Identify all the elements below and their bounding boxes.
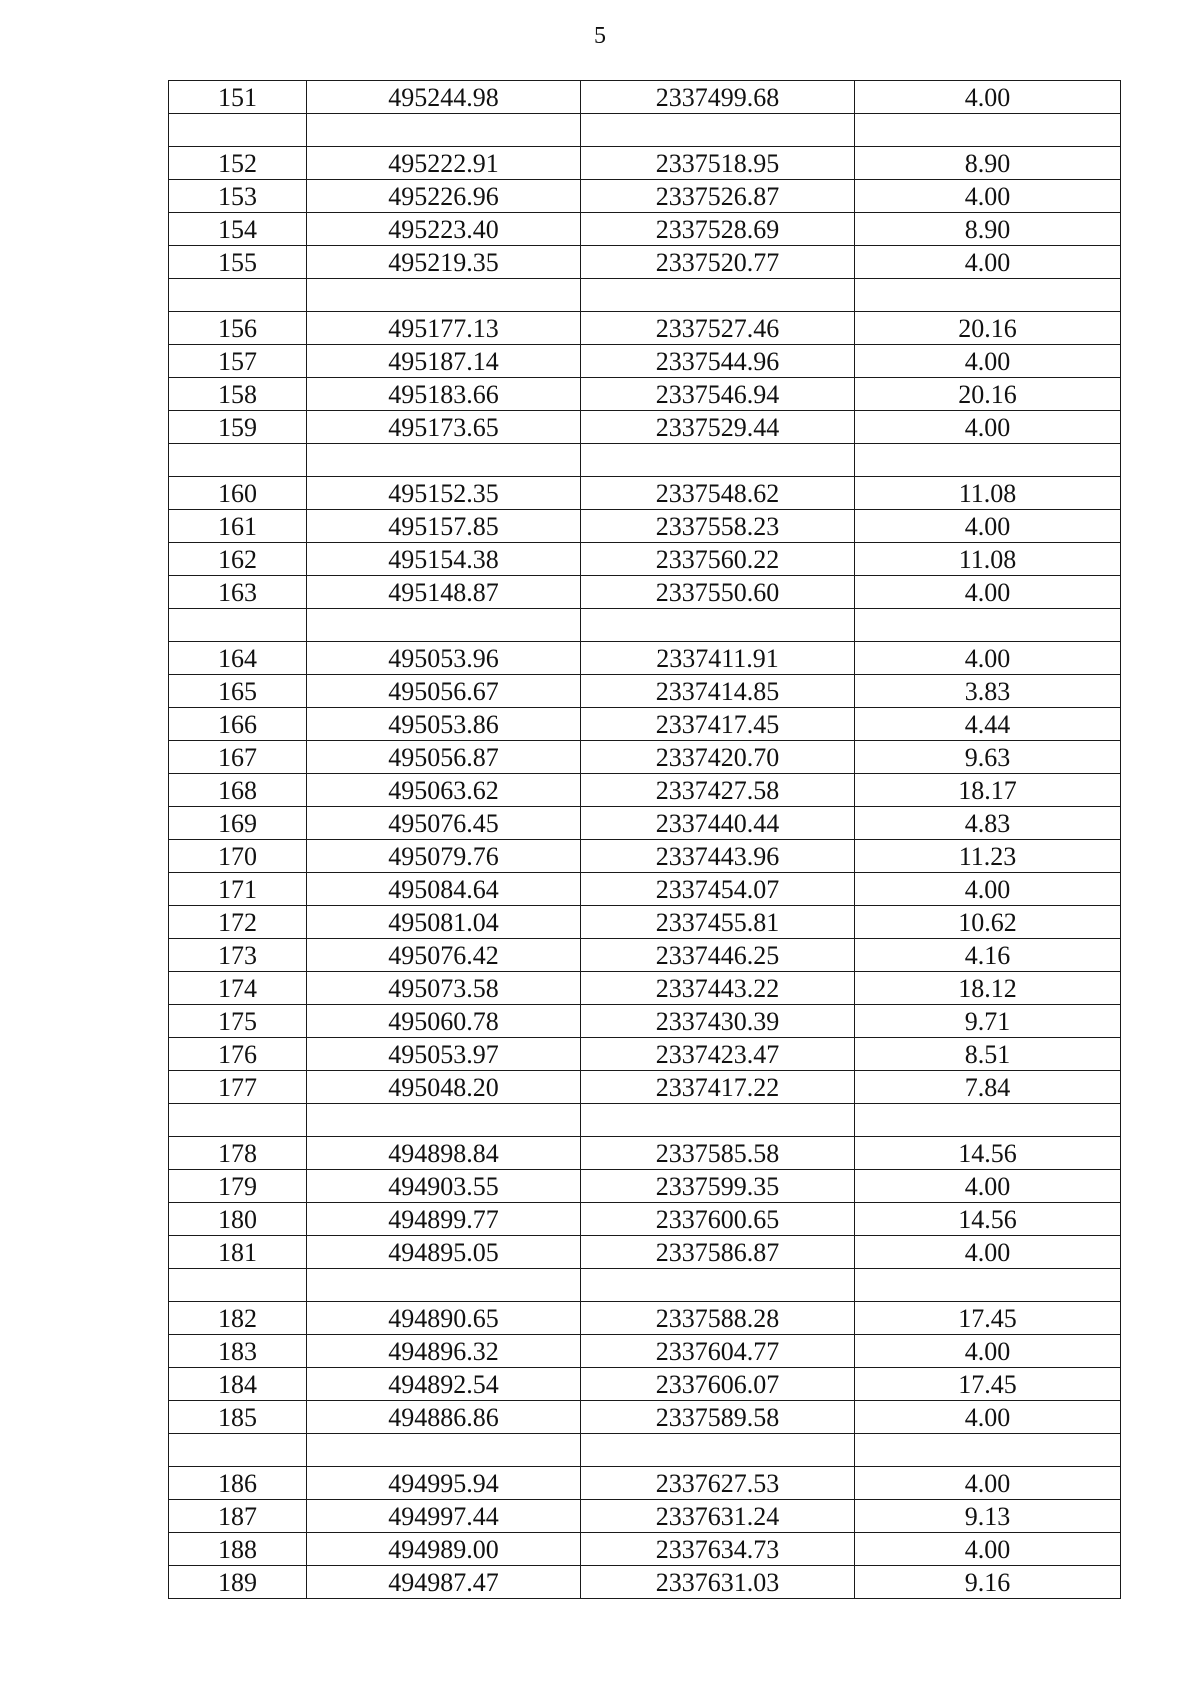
distance-cell: 17.45 [855,1302,1121,1335]
table-row [169,1236,1121,1269]
point-number-cell: 182 [169,1302,307,1335]
point-number-cell: 156 [169,312,307,345]
x-coordinate-cell: 495173.65 [307,411,581,444]
x-coordinate-cell [307,444,581,477]
distance-cell [855,444,1121,477]
table-row [169,213,1121,246]
x-coordinate-cell: 495048.20 [307,1071,581,1104]
point-number-cell: 160 [169,477,307,510]
distance-cell: 9.16 [855,1566,1121,1599]
table-separator-row [169,279,1121,312]
x-coordinate-cell: 495177.13 [307,312,581,345]
x-coordinate-cell: 494899.77 [307,1203,581,1236]
point-number-cell: 178 [169,1137,307,1170]
point-number-cell: 153 [169,180,307,213]
table-row [169,1203,1121,1236]
point-number-cell: 176 [169,1038,307,1071]
point-number-cell: 165 [169,675,307,708]
coordinates-table [168,80,1121,1599]
y-coordinate-cell [581,1269,855,1302]
y-coordinate-cell: 2337527.46 [581,312,855,345]
distance-cell [855,609,1121,642]
distance-cell: 10.62 [855,906,1121,939]
distance-cell [855,1104,1121,1137]
table-row [169,312,1121,345]
y-coordinate-cell: 2337518.95 [581,147,855,180]
table-row [169,906,1121,939]
table-row [169,873,1121,906]
point-number-cell: 181 [169,1236,307,1269]
distance-cell [855,1434,1121,1467]
y-coordinate-cell: 2337548.62 [581,477,855,510]
point-number-cell: 158 [169,378,307,411]
distance-cell: 4.00 [855,345,1121,378]
table-separator-row [169,1269,1121,1302]
y-coordinate-cell: 2337417.45 [581,708,855,741]
y-coordinate-cell: 2337529.44 [581,411,855,444]
distance-cell: 4.00 [855,1236,1121,1269]
x-coordinate-cell: 495152.35 [307,477,581,510]
y-coordinate-cell: 2337499.68 [581,81,855,114]
distance-cell: 4.00 [855,642,1121,675]
y-coordinate-cell: 2337423.47 [581,1038,855,1071]
table-row [169,741,1121,774]
y-coordinate-cell: 2337585.58 [581,1137,855,1170]
table-row [169,1500,1121,1533]
x-coordinate-cell: 495053.97 [307,1038,581,1071]
table-row [169,708,1121,741]
x-coordinate-cell: 495076.42 [307,939,581,972]
x-coordinate-cell: 495084.64 [307,873,581,906]
y-coordinate-cell [581,444,855,477]
distance-cell: 4.00 [855,1533,1121,1566]
point-number-cell: 174 [169,972,307,1005]
table-row [169,1137,1121,1170]
table-row [169,642,1121,675]
table-row [169,1302,1121,1335]
point-number-cell: 161 [169,510,307,543]
y-coordinate-cell [581,1434,855,1467]
point-number-cell [169,279,307,312]
point-number-cell: 172 [169,906,307,939]
distance-cell: 4.00 [855,576,1121,609]
point-number-cell: 173 [169,939,307,972]
x-coordinate-cell: 495226.96 [307,180,581,213]
distance-cell: 18.17 [855,774,1121,807]
x-coordinate-cell: 495244.98 [307,81,581,114]
table-row [169,1335,1121,1368]
distance-cell: 4.44 [855,708,1121,741]
distance-cell: 4.00 [855,1401,1121,1434]
point-number-cell [169,609,307,642]
y-coordinate-cell: 2337520.77 [581,246,855,279]
distance-cell: 4.00 [855,246,1121,279]
x-coordinate-cell: 495053.96 [307,642,581,675]
point-number-cell [169,114,307,147]
x-coordinate-cell [307,114,581,147]
point-number-cell: 184 [169,1368,307,1401]
table-row [169,576,1121,609]
distance-cell: 11.08 [855,543,1121,576]
y-coordinate-cell: 2337589.58 [581,1401,855,1434]
distance-cell: 9.71 [855,1005,1121,1038]
point-number-cell: 157 [169,345,307,378]
table-row [169,411,1121,444]
x-coordinate-cell: 494895.05 [307,1236,581,1269]
coordinates-table-body [169,81,1121,1599]
point-number-cell [169,444,307,477]
distance-cell: 8.90 [855,147,1121,180]
point-number-cell: 175 [169,1005,307,1038]
distance-cell: 8.90 [855,213,1121,246]
table-separator-row [169,1434,1121,1467]
table-row [169,81,1121,114]
table-row [169,510,1121,543]
distance-cell: 4.00 [855,411,1121,444]
y-coordinate-cell: 2337544.96 [581,345,855,378]
distance-cell: 14.56 [855,1203,1121,1236]
point-number-cell: 168 [169,774,307,807]
table-row [169,1467,1121,1500]
distance-cell: 20.16 [855,378,1121,411]
y-coordinate-cell: 2337631.24 [581,1500,855,1533]
point-number-cell [169,1269,307,1302]
y-coordinate-cell: 2337430.39 [581,1005,855,1038]
table-row [169,774,1121,807]
table-row [169,675,1121,708]
x-coordinate-cell: 495063.62 [307,774,581,807]
x-coordinate-cell: 494896.32 [307,1335,581,1368]
table-row [169,246,1121,279]
x-coordinate-cell [307,609,581,642]
y-coordinate-cell: 2337443.96 [581,840,855,873]
x-coordinate-cell: 494892.54 [307,1368,581,1401]
distance-cell: 4.00 [855,1467,1121,1500]
point-number-cell: 170 [169,840,307,873]
table-row [169,345,1121,378]
table-row [169,972,1121,1005]
point-number-cell: 162 [169,543,307,576]
point-number-cell [169,1434,307,1467]
table-separator-row [169,444,1121,477]
y-coordinate-cell: 2337427.58 [581,774,855,807]
y-coordinate-cell: 2337550.60 [581,576,855,609]
distance-cell: 4.83 [855,807,1121,840]
distance-cell [855,279,1121,312]
x-coordinate-cell: 495073.58 [307,972,581,1005]
y-coordinate-cell: 2337443.22 [581,972,855,1005]
distance-cell: 20.16 [855,312,1121,345]
x-coordinate-cell: 495056.67 [307,675,581,708]
distance-cell: 11.23 [855,840,1121,873]
table-row [169,1038,1121,1071]
point-number-cell: 171 [169,873,307,906]
distance-cell: 7.84 [855,1071,1121,1104]
point-number-cell: 155 [169,246,307,279]
x-coordinate-cell: 494886.86 [307,1401,581,1434]
y-coordinate-cell [581,114,855,147]
point-number-cell: 185 [169,1401,307,1434]
y-coordinate-cell: 2337420.70 [581,741,855,774]
point-number-cell: 179 [169,1170,307,1203]
x-coordinate-cell: 494890.65 [307,1302,581,1335]
distance-cell: 18.12 [855,972,1121,1005]
x-coordinate-cell: 495079.76 [307,840,581,873]
distance-cell: 3.83 [855,675,1121,708]
x-coordinate-cell: 495053.86 [307,708,581,741]
x-coordinate-cell: 495157.85 [307,510,581,543]
point-number-cell: 180 [169,1203,307,1236]
table-row [169,543,1121,576]
table-separator-row [169,609,1121,642]
y-coordinate-cell: 2337599.35 [581,1170,855,1203]
point-number-cell: 188 [169,1533,307,1566]
y-coordinate-cell: 2337600.65 [581,1203,855,1236]
y-coordinate-cell: 2337454.07 [581,873,855,906]
x-coordinate-cell: 494898.84 [307,1137,581,1170]
distance-cell: 8.51 [855,1038,1121,1071]
table-row [169,1005,1121,1038]
x-coordinate-cell: 495056.87 [307,741,581,774]
y-coordinate-cell [581,1104,855,1137]
x-coordinate-cell: 494997.44 [307,1500,581,1533]
table-row [169,1566,1121,1599]
table-row [169,939,1121,972]
point-number-cell: 187 [169,1500,307,1533]
x-coordinate-cell [307,1434,581,1467]
x-coordinate-cell: 495060.78 [307,1005,581,1038]
x-coordinate-cell: 495183.66 [307,378,581,411]
distance-cell [855,114,1121,147]
distance-cell: 11.08 [855,477,1121,510]
x-coordinate-cell: 495223.40 [307,213,581,246]
y-coordinate-cell: 2337446.25 [581,939,855,972]
y-coordinate-cell: 2337526.87 [581,180,855,213]
point-number-cell: 164 [169,642,307,675]
point-number-cell: 189 [169,1566,307,1599]
point-number-cell: 183 [169,1335,307,1368]
table-row [169,477,1121,510]
y-coordinate-cell [581,279,855,312]
distance-cell: 4.00 [855,1335,1121,1368]
distance-cell: 4.00 [855,1170,1121,1203]
y-coordinate-cell: 2337588.28 [581,1302,855,1335]
distance-cell: 4.16 [855,939,1121,972]
distance-cell: 14.56 [855,1137,1121,1170]
table-separator-row [169,114,1121,147]
table-row [169,1071,1121,1104]
point-number-cell: 169 [169,807,307,840]
point-number-cell: 166 [169,708,307,741]
x-coordinate-cell: 495154.38 [307,543,581,576]
table-row [169,1368,1121,1401]
x-coordinate-cell: 494989.00 [307,1533,581,1566]
table-row [169,1401,1121,1434]
x-coordinate-cell: 495148.87 [307,576,581,609]
y-coordinate-cell: 2337606.07 [581,1368,855,1401]
y-coordinate-cell: 2337558.23 [581,510,855,543]
distance-cell: 4.00 [855,510,1121,543]
y-coordinate-cell: 2337440.44 [581,807,855,840]
y-coordinate-cell: 2337417.22 [581,1071,855,1104]
point-number-cell: 154 [169,213,307,246]
point-number-cell: 151 [169,81,307,114]
distance-cell: 4.00 [855,81,1121,114]
table-separator-row [169,1104,1121,1137]
table-row [169,378,1121,411]
distance-cell: 4.00 [855,180,1121,213]
y-coordinate-cell: 2337604.77 [581,1335,855,1368]
point-number-cell: 159 [169,411,307,444]
y-coordinate-cell: 2337528.69 [581,213,855,246]
y-coordinate-cell: 2337414.85 [581,675,855,708]
distance-cell: 9.13 [855,1500,1121,1533]
table-row [169,1533,1121,1566]
x-coordinate-cell: 495081.04 [307,906,581,939]
y-coordinate-cell: 2337411.91 [581,642,855,675]
table-row [169,147,1121,180]
distance-cell: 9.63 [855,741,1121,774]
y-coordinate-cell: 2337560.22 [581,543,855,576]
y-coordinate-cell [581,609,855,642]
x-coordinate-cell: 494987.47 [307,1566,581,1599]
distance-cell [855,1269,1121,1302]
page-number: 5 [594,23,606,49]
point-number-cell: 163 [169,576,307,609]
point-number-cell [169,1104,307,1137]
x-coordinate-cell: 495187.14 [307,345,581,378]
point-number-cell: 152 [169,147,307,180]
point-number-cell: 167 [169,741,307,774]
x-coordinate-cell: 495219.35 [307,246,581,279]
table-row [169,807,1121,840]
x-coordinate-cell [307,1104,581,1137]
y-coordinate-cell: 2337631.03 [581,1566,855,1599]
x-coordinate-cell: 495076.45 [307,807,581,840]
y-coordinate-cell: 2337627.53 [581,1467,855,1500]
x-coordinate-cell: 494903.55 [307,1170,581,1203]
distance-cell: 17.45 [855,1368,1121,1401]
x-coordinate-cell: 495222.91 [307,147,581,180]
distance-cell: 4.00 [855,873,1121,906]
table-row [169,840,1121,873]
y-coordinate-cell: 2337586.87 [581,1236,855,1269]
table-row [169,1170,1121,1203]
point-number-cell: 186 [169,1467,307,1500]
y-coordinate-cell: 2337634.73 [581,1533,855,1566]
x-coordinate-cell [307,1269,581,1302]
x-coordinate-cell [307,279,581,312]
point-number-cell: 177 [169,1071,307,1104]
x-coordinate-cell: 494995.94 [307,1467,581,1500]
y-coordinate-cell: 2337546.94 [581,378,855,411]
table-row [169,180,1121,213]
y-coordinate-cell: 2337455.81 [581,906,855,939]
